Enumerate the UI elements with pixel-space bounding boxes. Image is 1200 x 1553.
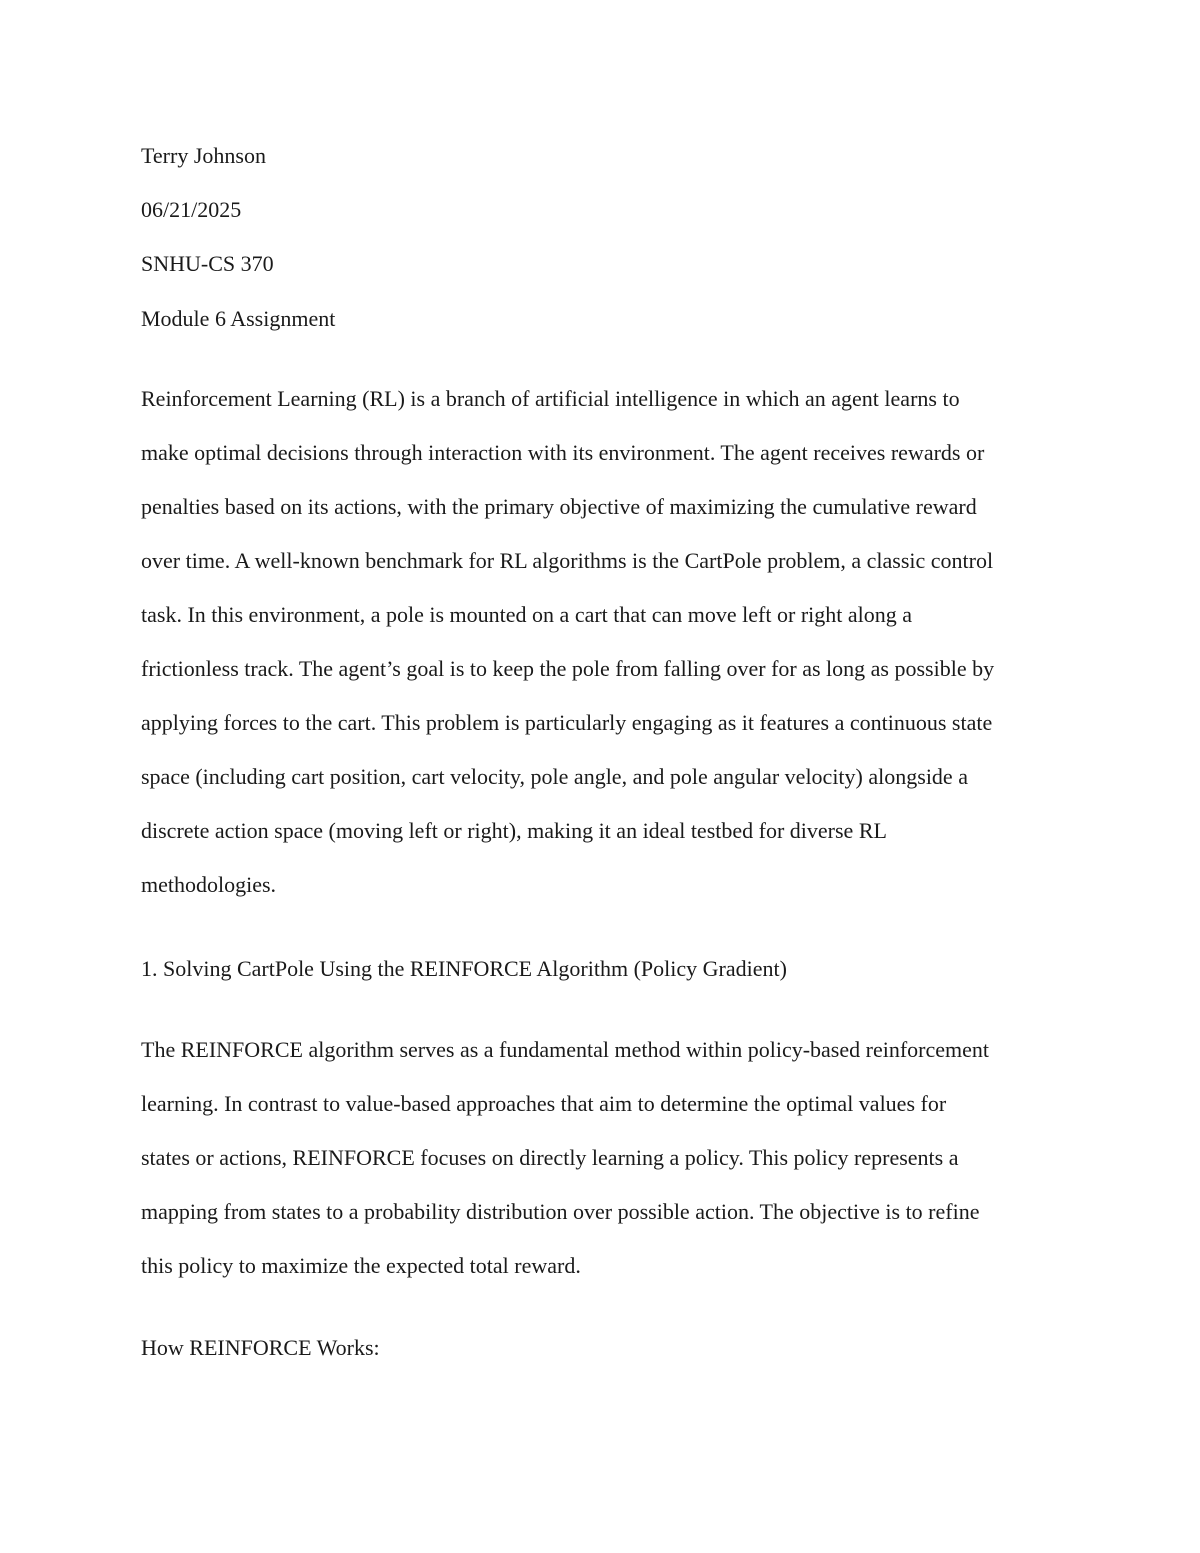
paragraph-line: discrete action space (moving left or right), making it an ideal testbed for diverse RL — [141, 818, 887, 843]
course-code: SNHU-CS 370 — [141, 251, 274, 276]
paragraph-line: learning. In contrast to value-based approaches that aim to determine the optimal values for — [141, 1091, 947, 1116]
assignment-title: Module 6 Assignment — [141, 306, 336, 331]
date: 06/21/2025 — [141, 197, 242, 222]
section-heading: 1. Solving CartPole Using the REINFORCE Algorithm (Policy Gradient) — [141, 956, 787, 981]
paragraph-line: The REINFORCE algorithm serves as a fundamental method within policy-based reinforcement — [141, 1037, 989, 1062]
paragraph-line: methodologies. — [141, 872, 277, 897]
paragraph-line: penalties based on its actions, with the primary objective of maximizing the cumulative reward — [141, 494, 977, 519]
intro-paragraph — [141, 372, 1061, 912]
paragraph-line: this policy to maximize the expected total reward. — [141, 1253, 581, 1278]
paragraph-line: over time. A well-known benchmark for RL algorithms is the CartPole problem, a classic control — [141, 548, 994, 573]
paragraph-line: make optimal decisions through interaction with its environment. The agent receives rewards or — [141, 440, 985, 465]
reinforce-paragraph — [141, 1023, 1061, 1293]
paragraph-line: applying forces to the cart. This problem is particularly engaging as it features a continuous state — [141, 710, 993, 735]
paragraph-line: frictionless track. The agent’s goal is to keep the pole from falling over for as long as possible by — [141, 656, 995, 681]
paragraph-line: states or actions, REINFORCE focuses on directly learning a policy. This policy represents a — [141, 1145, 959, 1170]
author-name: Terry Johnson — [141, 143, 266, 168]
paragraph-line: Reinforcement Learning (RL) is a branch of artificial intelligence in which an agent learns to — [141, 386, 960, 411]
paragraph-line: mapping from states to a probability distribution over possible action. The objective is to refine — [141, 1199, 980, 1224]
subheading: How REINFORCE Works: — [141, 1335, 380, 1360]
paragraph-line: task. In this environment, a pole is mounted on a cart that can move left or right along a — [141, 602, 913, 627]
paragraph-line: space (including cart position, cart velocity, pole angle, and pole angular velocity) alongside a — [141, 764, 968, 789]
